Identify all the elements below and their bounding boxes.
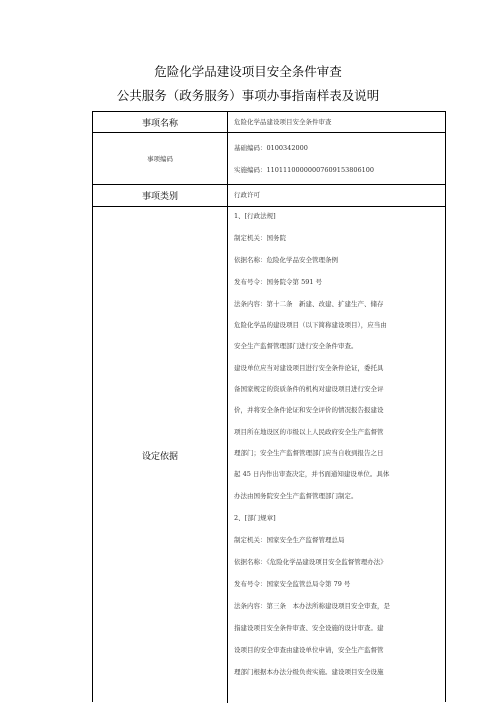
basis-line: 起 45 日内作出审查决定，并书面通知建设单位。具体: [234, 470, 390, 478]
basis-line: 指建设项目安全条件审查、安全设施的设计审查。建: [234, 624, 384, 632]
row-item-code: [93, 133, 445, 185]
row-item-category: [93, 185, 445, 207]
basis-line: 依据名称：《危险化学品建设项目安全监督管理办法》: [234, 558, 387, 566]
basic-code: 基础编码：0100342000: [234, 144, 308, 152]
basis-line: 制定机关：国家安全生产监督管理总局: [234, 536, 345, 544]
basis-line: 办法由国务院安全生产监督管理部门制定。: [234, 492, 358, 500]
basis-line: 发布号令：国务院令第 591 号: [234, 278, 323, 286]
basis-line: 发布号令：国家安全监管总局令第 79 号: [234, 580, 351, 588]
basis-line: 理部门；安全生产监督管理部门应当自收到报告之日: [234, 449, 384, 457]
label-cell: [93, 207, 228, 703]
basis-line: 危险化学品的建设项目（以下简称建设项目），应当由: [234, 321, 387, 329]
item-category-label: 事项类别: [141, 192, 178, 202]
basis-line: 法条内容：第十二条 新建、改建、扩建生产、储存: [234, 300, 384, 308]
basis-line: 项目所在地设区的市级以上人民政府安全生产监督管: [234, 428, 384, 436]
guide-table: [92, 111, 446, 702]
basis-line: 2、[部门规章]: [234, 514, 276, 522]
basis-line: 制定机关：国务院: [234, 234, 286, 242]
label-cell: [93, 112, 228, 132]
basis-line: 1、[行政法规]: [234, 212, 276, 220]
basis-line: 价，并将安全条件论证和安全评价的情况报告报建设: [234, 406, 384, 414]
basis-line: 设项目的安全审查由建设单位申请，安全生产监督管: [234, 646, 384, 654]
item-name-value: 危险化学品建设项目安全条件审查: [234, 118, 332, 126]
implementation-code: 实施编码：11011100000007609153806100: [234, 166, 375, 174]
basis-line: 建设单位应当对建设项目进行安全条件论证，委托具: [234, 364, 384, 372]
basis-line: 理部门根据本办法分级负责实施。建设项目安全设施: [234, 668, 384, 676]
document-title: 危险化学品建设项目安全条件审查: [154, 64, 342, 79]
item-code-label: 事项编码: [147, 155, 173, 163]
label-cell: [93, 185, 228, 206]
document-subtitle: 公共服务（政务服务）事项办事指南样表及说明: [116, 88, 380, 103]
row-legal-basis: [93, 207, 445, 703]
item-name-label: 事项名称: [141, 118, 178, 129]
basis-line: 法条内容：第三条 本办法所称建设项目安全审查，是: [234, 602, 390, 610]
label-cell: [93, 133, 228, 184]
row-item-name: [93, 112, 445, 133]
basis-line: 依据名称：危险化学品安全管理条例: [234, 256, 338, 264]
item-category-value: 行政许可: [234, 191, 260, 199]
basis-line: 备国家规定的资质条件的机构对建设项目进行安全评: [234, 385, 384, 393]
legal-basis-label: 设定依据: [141, 451, 178, 462]
basis-line: 安全生产监督管理部门进行安全条件审查。: [234, 342, 358, 350]
